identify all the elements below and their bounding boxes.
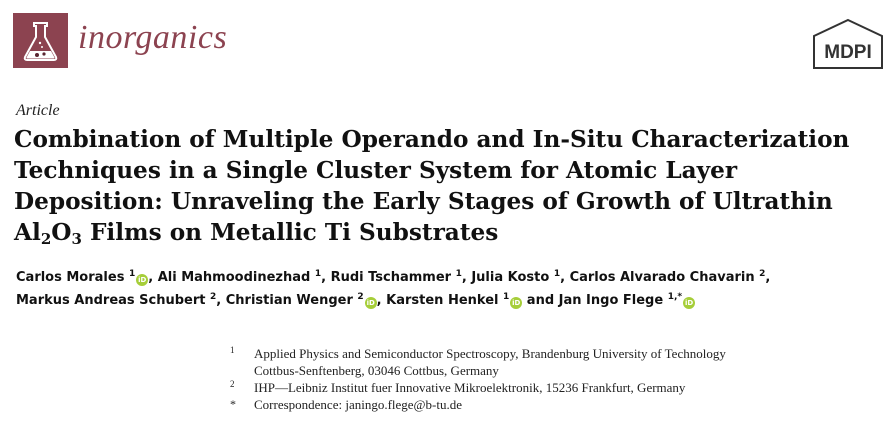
author[interactable]: Christian Wenger $^2$iD — [225, 292, 375, 308]
author[interactable]: Markus Andreas Schubert $^2$ — [16, 292, 217, 308]
article-type: Article — [16, 102, 60, 119]
author[interactable]: Julia Kosto $^1$ — [471, 269, 561, 285]
title-line-4: $Al_2O_3$ Films on Metallic Ti Substrates — [14, 219, 499, 248]
correspondence: * Correspondence: janingo.flege@b-tu.de — [230, 397, 462, 412]
author[interactable]: Rudi Tschammer $^1$ — [330, 269, 462, 285]
affiliation-2: 2 IHP—Leibniz Institut fuer Innovative Mikroelektronik, 15236 Frankfurt, Germany — [230, 379, 830, 396]
flask-icon — [13, 13, 68, 68]
article-title — [14, 124, 890, 248]
title-line-3: Deposition: Unraveling the Early Stages of Growth of Ultrathin — [14, 188, 833, 215]
author[interactable]: Karsten Henkel $^1$iD — [386, 292, 521, 308]
author[interactable]: Ali Mahmoodinezhad $^1$ — [157, 269, 322, 285]
mdpi-logo-text: MDPI — [824, 42, 872, 63]
orcid-icon[interactable]: iD — [366, 299, 375, 307]
affiliation-marker: * — [230, 397, 236, 411]
orcid-icon[interactable]: iD — [512, 299, 521, 307]
journal-name: inorganics — [78, 19, 228, 56]
author[interactable]: Carlos Morales $^1$iD — [16, 269, 147, 285]
title-line-2: Techniques in a Single Cluster System for Atomic Layer — [14, 157, 738, 184]
affiliation-marker: 2 — [230, 379, 235, 389]
affiliation-1: 1 Applied Physics and Semiconductor Spectroscopy, Brandenburg University of Technology Cottbus-Senftenberg, 03046 Cottbus, Germany — [230, 345, 830, 379]
author[interactable]: Carlos Alvarado Chavarin $^2$ — [569, 269, 766, 285]
affiliations — [230, 345, 830, 413]
affiliation-marker: 1 — [230, 345, 235, 355]
journal-logo — [13, 13, 68, 68]
author[interactable]: Jan Ingo Flege $^{1,*}$iD — [558, 292, 694, 308]
author-list: Carlos Morales $^1$iD , Ali Mahmoodinezhad $^1$, Rudi Tschammer $^1$, Julia Kosto $^1$, Carlos Alvarado Chavarin $^2$, Markus Andreas Schubert $^2$, Christian Wenger $^2$iD , Karsten Henkel $^1$iD and Jan Ingo Flege $^{1,*}$iD — [16, 269, 771, 308]
title-line-1: Combination of Multiple Operando and In-Situ Characterization — [14, 126, 850, 153]
orcid-icon[interactable]: iD — [138, 276, 147, 284]
mdpi-logo — [812, 18, 884, 72]
orcid-icon[interactable]: iD — [685, 299, 694, 307]
